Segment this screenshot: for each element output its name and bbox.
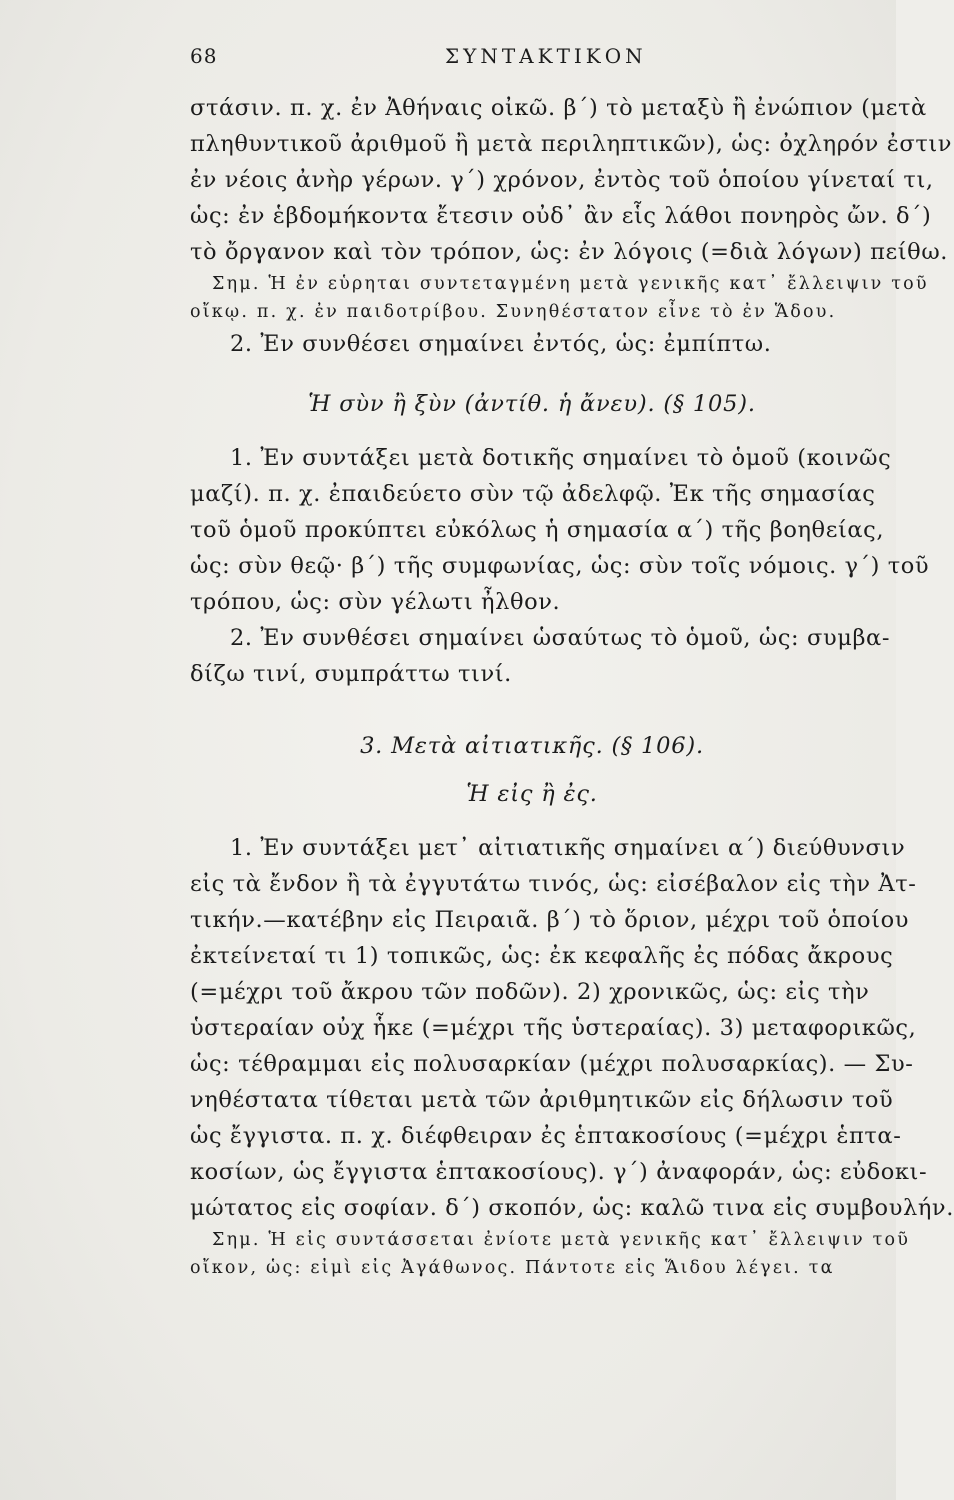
paragraph-en-compound: 2. Ἐν συνθέσει σημαίνει ἐντός, ὡς: ἐμπίπτω. <box>230 331 772 357</box>
note-line: οἴκον, ὡς: εἰμὶ εἰς Ἀγάθωνος. Πάντοτε εἰς Ἅιδου λέγει. τα <box>190 1258 835 1278</box>
paragraph-syn <box>190 440 930 692</box>
page-number: 68 <box>190 44 218 68</box>
text-line: δίζω τινί, συμπράττω τινί. <box>190 661 512 687</box>
text-line: ὡς: σὺν θεῷ· β΄) τῆς συμφωνίας, ὡς: σὺν τοῖς νόμοις. γ΄) τοῦ <box>190 553 930 579</box>
page-header <box>190 44 856 74</box>
text-line: ὡς ἔγγιστα. π. χ. διέφθειραν ἐς ἑπτακοσίους (=μέχρι ἑπτα- <box>190 1123 902 1149</box>
text-line: (=μέχρι τοῦ ἄκρου τῶν ποδῶν). 2) χρονικῶς, ὡς: εἰς τὴν <box>190 979 870 1005</box>
text-line: τρόπου, ὡς: σὺν γέλωτι ἦλθον. <box>190 589 561 615</box>
text-line: ἐκτείνεταί τι 1) τοπικῶς, ὡς: ἐκ κεφαλῆς ἐς πόδας ἄκρους <box>190 943 894 969</box>
text-line: τὸ ὄργανον καὶ τὸν τρόπον, ὡς: ἐν λόγοις (=διὰ λόγων) πείθω. <box>190 239 949 265</box>
note-en <box>190 270 929 326</box>
text-line: ὑστεραίαν οὐχ ἧκε (=μέχρι τῆς ὑστεραίας). 3) μεταφορικῶς, <box>190 1015 917 1041</box>
section-heading-eis: Ἡ εἰς ἢ ἐς. <box>466 781 598 807</box>
section-heading-syn: Ἡ σὺν ἢ ξὺν (ἀντίθ. ἡ ἄνευ). (§ 105). <box>308 391 756 417</box>
text-line: στάσιν. π. χ. ἐν Ἀθήναις οἰκῶ. β΄) τὸ μεταξὺ ἢ ἐνώπιον (μετὰ <box>190 95 927 121</box>
text-line: μώτατος εἰς σοφίαν. δ΄) σκοπόν, ὡς: καλῶ τινα εἰς συμβουλήν. <box>190 1195 954 1221</box>
main-text <box>190 90 954 1282</box>
note-line: οἴκῳ. π. χ. ἐν παιδοτρίβου. Συνηθέστατον εἶνε τὸ ἐν Ἅδου. <box>190 302 837 322</box>
text-line: τικήν.—κατέβην εἰς Πειραιᾶ. β΄) τὸ ὅριον, μέχρι τοῦ ὁποίου <box>190 907 910 933</box>
running-title: ΣΥΝΤΑΚΤΙΚΟΝ <box>445 44 647 68</box>
text-line: μαζί). π. χ. ἐπαιδεύετο σὺν τῷ ἀδελφῷ. Ἐκ τῆς σημασίας <box>190 481 876 507</box>
note-line: Σημ. Ἡ ἐν εὑρηται συντεταγμένη μετὰ γενικῆς κατ᾽ ἔλλειψιν τοῦ <box>212 274 929 294</box>
text-line: 2. Ἐν συνθέσει σημαίνει ὡσαύτως τὸ ὁμοῦ, ὡς: συμβα- <box>230 625 891 651</box>
text-line: κοσίων, ὡς ἔγγιστα ἑπτακοσίους). γ΄) ἀναφοράν, ὡς: εὐδοκι- <box>190 1159 928 1185</box>
text-line: ὡς: ἐν ἑβδομήκοντα ἔτεσιν οὐδ᾽ ἂν εἷς λάθοι πονηρὸς ὤν. δ΄) <box>190 203 932 229</box>
note-line: Σημ. Ἡ εἰς συντάσσεται ἐνίοτε μετὰ γενικῆς κατ᾽ ἔλλειψιν τοῦ <box>212 1230 911 1250</box>
paragraph-eis <box>190 830 954 1226</box>
text-line: ὡς: τέθραμμαι εἰς πολυσαρκίαν (μέχρι πολυσαρκίας). — Συ- <box>190 1051 914 1077</box>
text-line: 1. Ἐν συντάξει μετ᾽ αἰτιατικῆς σημαίνει α΄) διεύθυνσιν <box>230 835 906 861</box>
text-line: πληθυντικοῦ ἀριθμοῦ ἢ μετὰ περιληπτικῶν), ὡς: ὀχληρόν ἐστιν <box>190 131 953 157</box>
text-line: 1. Ἐν συντάξει μετὰ δοτικῆς σημαίνει τὸ ὁμοῦ (κοινῶς <box>230 445 892 471</box>
section-heading-accusative: 3. Μετὰ αἰτιατικῆς. (§ 106). <box>360 733 704 759</box>
text-line: νηθέστατα τίθεται μετὰ τῶν ἀριθμητικῶν εἰς δήλωσιν τοῦ <box>190 1087 894 1113</box>
paragraph-en-meanings <box>190 90 953 270</box>
text-line: τοῦ ὁμοῦ προκύπτει εὐκόλως ἡ σημασία α΄) τῆς βοηθείας, <box>190 517 885 543</box>
text-line: ἐν νέοις ἀνὴρ γέρων. γ΄) χρόνον, ἐντὸς τοῦ ὁποίου γίνεταί τι, <box>190 167 934 193</box>
text-line: εἰς τὰ ἔνδον ἢ τὰ ἐγγυτάτω τινός, ὡς: εἰσέβαλον εἰς τὴν Ἀτ- <box>190 871 917 897</box>
note-eis <box>190 1226 911 1282</box>
